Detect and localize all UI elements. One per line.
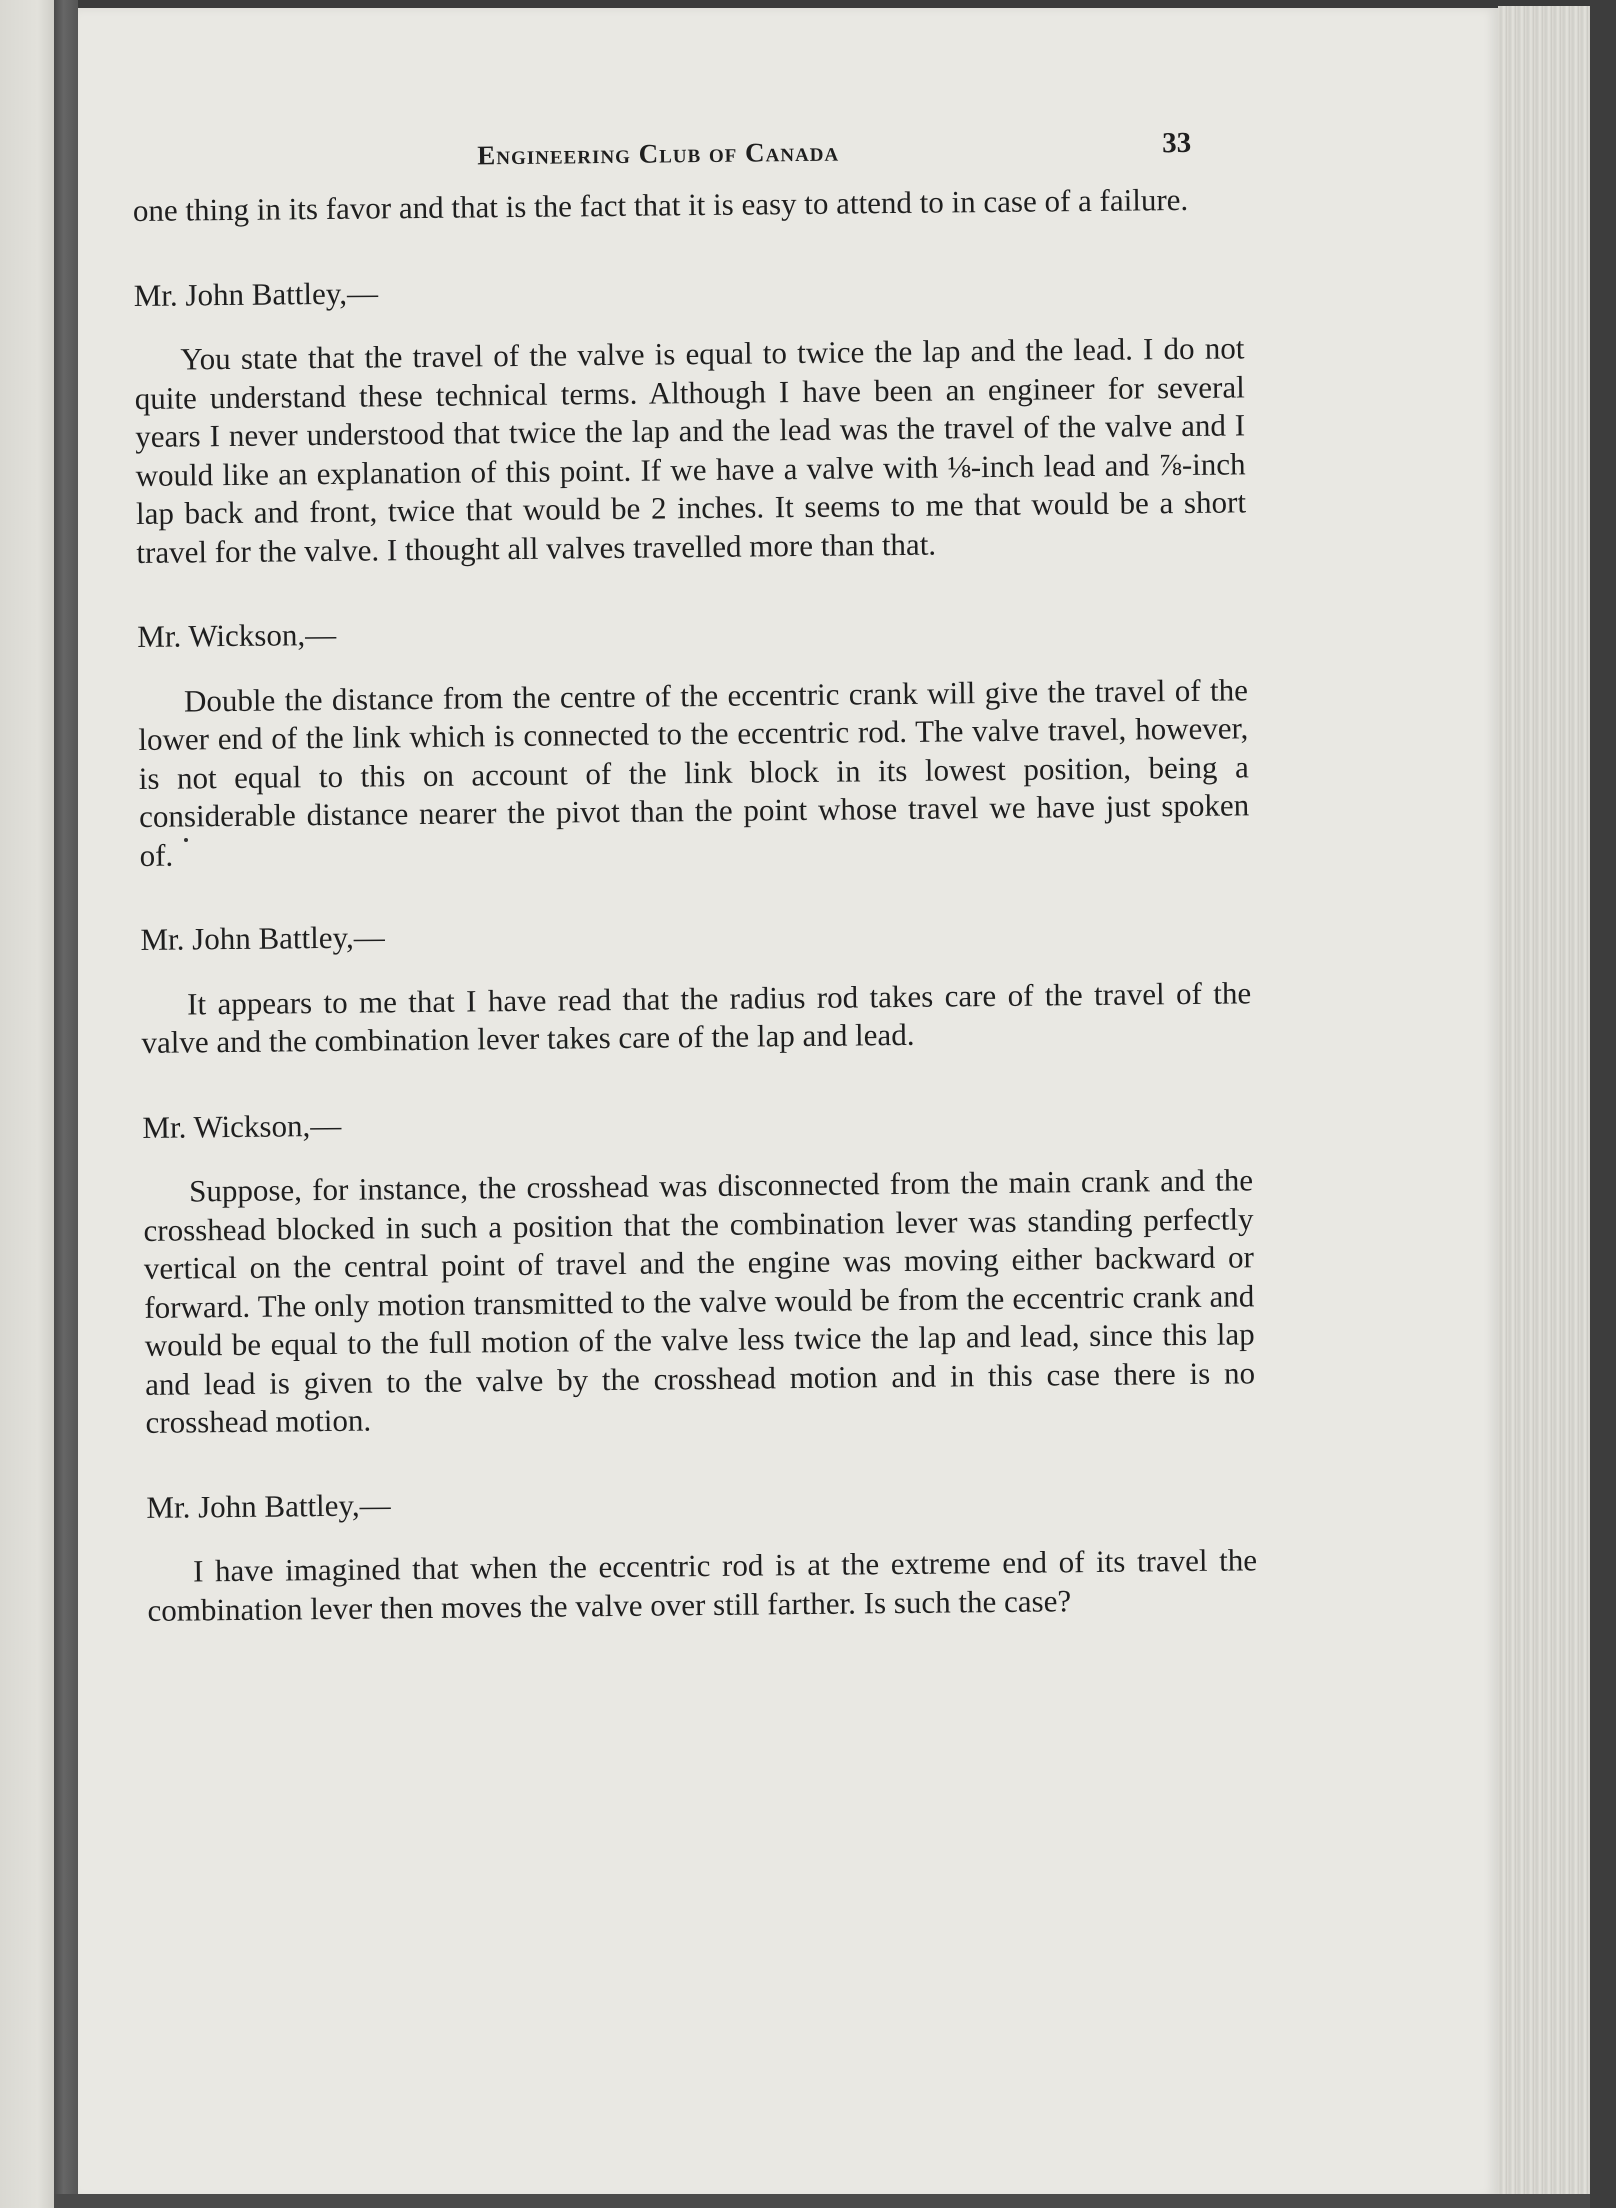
page-text (132, 118, 1258, 1630)
scan-border (1590, 0, 1616, 2208)
paragraph-continued: one thing in its favor and that is the fact that it is easy to attend to in case of a failure. (132, 181, 1189, 228)
running-head (132, 118, 1243, 192)
speaker-name: Mr. John Battley,— (140, 919, 385, 957)
speaker-name: Mr. John Battley,— (133, 274, 379, 313)
paragraph: It appears to me that I have read that the radius rod takes care of the travel of the valve and the combination lever takes care of the lap and lead. (141, 974, 1252, 1060)
page-stack-edge (1498, 6, 1590, 2202)
speaker-name: Mr. Wickson,— (142, 1107, 342, 1145)
paragraph: Suppose, for instance, the crosshead was disconnected from the main crank and the crosshead blocked in such a position that the combination lever was standing perfectly vertical on the central point of travel and the engine was moving either backward or forward. The only motion transmitted to the valve would be from the eccentric crank and would be equal to the full motion of the valve less twice the lap and lead, since this lap and lead is given to the valve by the crosshead motion and in this case there is no crosshead motion. (143, 1162, 1256, 1440)
paragraph: You state that the travel of the valve is equal to twice the lap and the lead. I do not quite understand these technical terms. Although I have been an engineer for several years I never understood that twice the lap and the lead was the travel of the valve and I would like an explanation of this point. If we have a valve with ⅛-inch lead and ⅞-inch lap back and front, twice that would be 2 inches. It seems to me that would be a short travel for the valve. I thought all valves travelled more than that. (134, 330, 1247, 570)
speaker-name: Mr. John Battley,— (146, 1486, 391, 1525)
adjacent-page-edge (0, 0, 54, 2208)
speaker-name: Mr. Wickson,— (137, 616, 337, 654)
paragraph: Double the distance from the centre of the eccentric crank will give the travel of the lower end of the link which is connected to the eccentric rod. The valve travel, however, is not equal to this on account of the link block in its lowest position, being a considerable distance nearer the pivot than the point whose travel we have just spoken of. (138, 671, 1250, 873)
scan-bottom-border (54, 2194, 1590, 2208)
paragraph: I have imagined that when the eccentric rod is at the extreme end of its travel the combination lever then moves the valve over still farther. Is such the case? (147, 1542, 1258, 1628)
page-number: 33 (1162, 126, 1192, 160)
book-gutter (54, 0, 78, 2208)
running-head-title: Engineering Club of Canada (477, 136, 840, 171)
